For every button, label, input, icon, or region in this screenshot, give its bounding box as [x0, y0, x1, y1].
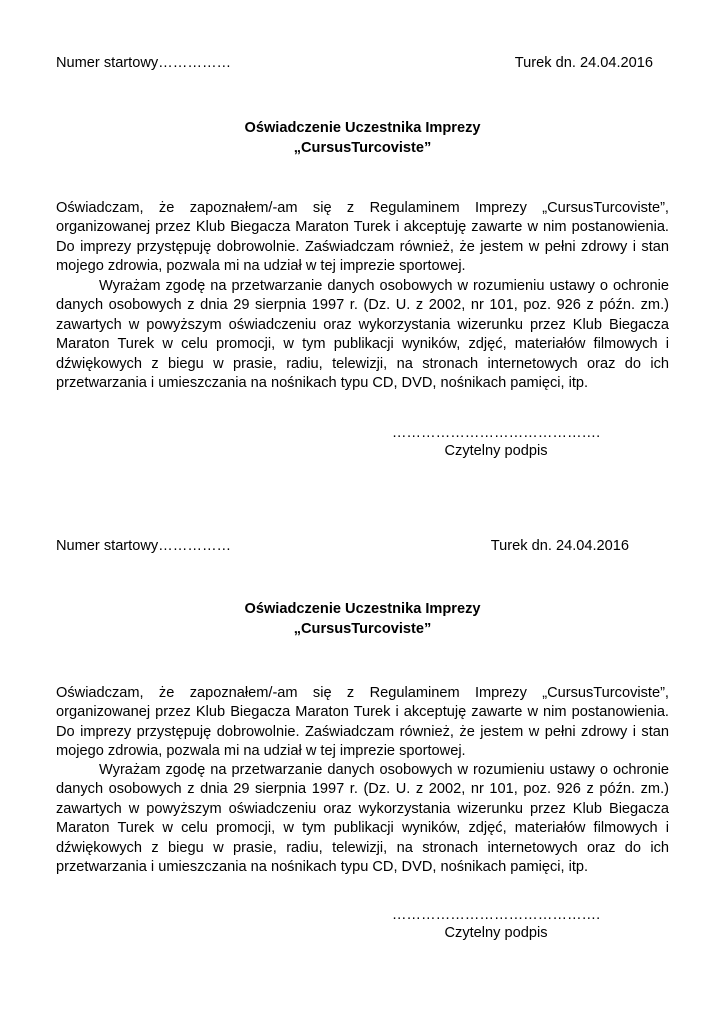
start-number-label: Numer startowy…………… [56, 55, 232, 71]
signature-line: ……………………………………. [391, 907, 601, 923]
start-number-label: Numer startowy…………… [56, 538, 232, 554]
consent-paragraph: Wyrażam zgodę na przetwarzanie danych osobowych w rozumieniu ustawy o ochronie danych osobowych z dnia 29 sierpnia 1997 r. (Dz. U. z 2002, nr 101, poz. 926 z późn. zm.) zawartych w powyższym oświadczeniu oraz wykorzystania wizerunku przez Klub Biegacza Maraton Turek w celu promocji, w tym publikacji wyników, zdjęć, materiałów filmowych i dźwiękowych z biegu w prasie, radiu, telewizji, na stronach internetowych oraz do ich przetwarzania i umieszczania na nośnikach typu CD, DVD, nośnikach pamięci, itp. [56, 762, 669, 876]
declaration-paragraph: Oświadczam, że zapoznałem/-am się z Regulaminem Imprezy „CursusTurcoviste”, organizowanej przez Klub Biegacza Maraton Turek i akceptuję zawarte w nim postanowienia. Do imprezy przystępuję dobrowolnie. Zaświadczam również, że jestem w pełni zdrowy i stan mojego zdrowia, pozwala mi na udział w tej imprezie sportowej. [56, 685, 669, 760]
consent-paragraph: Wyrażam zgodę na przetwarzanie danych osobowych w rozumieniu ustawy o ochronie danych osobowych z dnia 29 sierpnia 1997 r. (Dz. U. z 2002, nr 101, poz. 926 z późn. zm.) zawartych w powyższym oświadczeniu oraz wykorzystania wizerunku przez Klub Biegacza Maraton Turek w celu promocji, w tym publikacji wyników, zdjęć, materiałów filmowych i dźwiękowych z biegu w prasie, radiu, telewizji, na stronach internetowych oraz do ich przetwarzania i umieszczania na nośnikach typu CD, DVD, nośnikach pamięci, itp. [56, 278, 669, 392]
declaration-paragraph: Oświadczam, że zapoznałem/-am się z Regulaminem Imprezy „CursusTurcoviste”, organizowanej przez Klub Biegacza Maraton Turek i akceptuję zawarte w nim postanowienia. Do imprezy przystępuję dobrowolnie. Zaświadczam również, że jestem w pełni zdrowy i stan mojego zdrowia, pozwala mi na udział w tej imprezie sportowej. [56, 200, 669, 275]
signature-line: ……………………………………. [391, 425, 601, 441]
signature-label: Czytelny podpis [444, 925, 548, 941]
form-title: Oświadczenie Uczestnika Imprezy [244, 601, 481, 617]
place-date: Turek dn. 24.04.2016 [490, 538, 629, 554]
form-title: Oświadczenie Uczestnika Imprezy [244, 120, 481, 136]
event-name-title: „CursusTurcoviste” [293, 621, 432, 637]
place-date: Turek dn. 24.04.2016 [514, 55, 653, 71]
event-name-title: „CursusTurcoviste” [293, 140, 432, 156]
signature-label: Czytelny podpis [444, 443, 548, 459]
